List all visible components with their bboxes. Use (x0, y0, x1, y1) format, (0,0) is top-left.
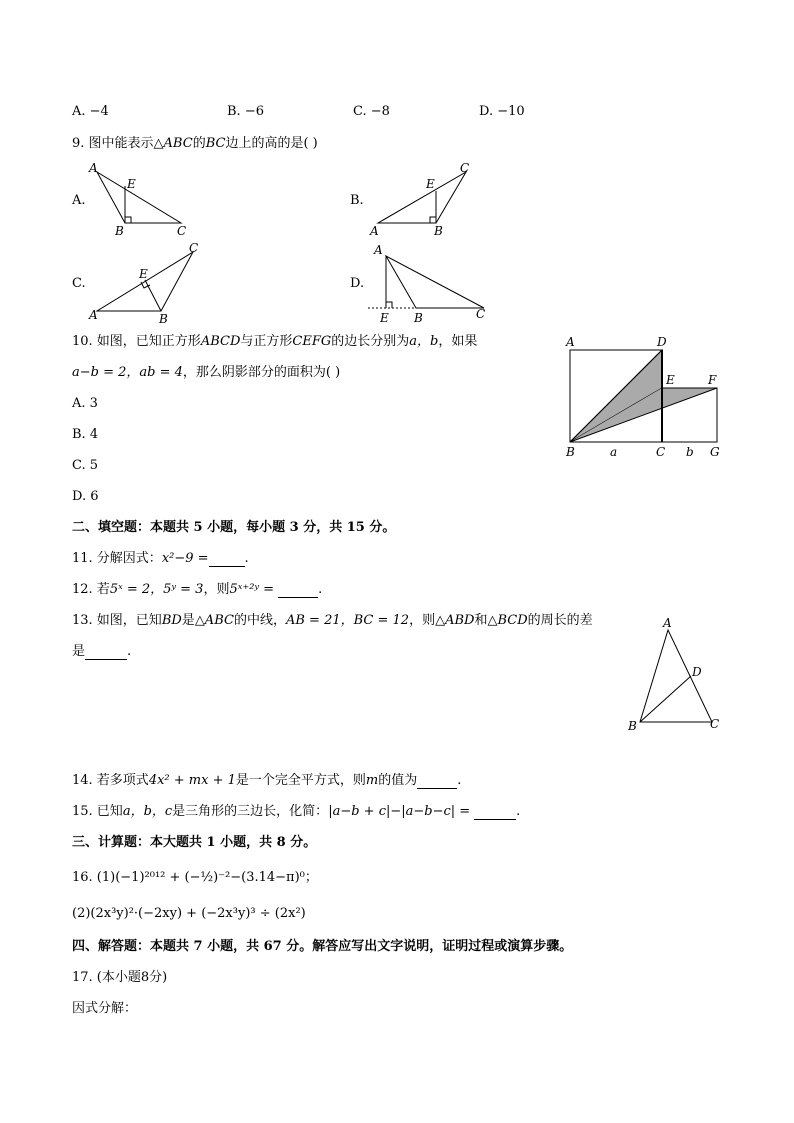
q10-option-d: D. 6 (72, 489, 99, 504)
q12 (72, 582, 322, 598)
q11 (72, 551, 249, 567)
q14-end: . (457, 773, 462, 788)
q15-mid: 是三角形的三边长，化简： (172, 804, 329, 819)
q13-l1-f: 的周长的差 (527, 613, 593, 628)
section-3-heading: 三、计算题：本大题共 1 小题，共 8 分。 (72, 835, 317, 850)
q8-option-c: C. −8 (353, 104, 390, 119)
q14-prefix: 14. 若多项式 (72, 773, 149, 788)
q10-option-a: A. 3 (72, 396, 98, 411)
q9d-label-a: A (374, 243, 383, 257)
q11-expr: x²−9 = (161, 551, 209, 566)
q13-l1-d: ，则 (409, 613, 436, 628)
q9a-label-b: B (115, 224, 124, 238)
q11-end: . (244, 551, 249, 566)
q8-option-d: D. −10 (479, 104, 525, 119)
q10-label-f: F (708, 373, 717, 387)
q15-vars: a，b，c (122, 804, 173, 819)
q13-label-a: A (663, 616, 672, 630)
q9-suffix: 边上的高的是( ) (225, 136, 318, 151)
q9-prefix: 9. 图中能表示 (72, 136, 154, 151)
q9c-label-b: B (159, 312, 168, 323)
q9a-label-a: A (89, 161, 98, 175)
q10-label-c: C (656, 445, 666, 459)
q9d-label-e: E (380, 311, 389, 323)
q13-l1-b: 是 (181, 613, 195, 628)
q14-m: m (365, 773, 379, 788)
section-2-heading: 二、填空题：本题共 5 小题，每小题 3 分，共 15 分。 (72, 520, 396, 535)
q17-title: 17. (本小题8分) (72, 970, 168, 985)
q10-label-a: A (566, 335, 575, 349)
q8-option-a: A. −4 (72, 104, 109, 119)
q9-bc: BC (205, 136, 226, 151)
q9-figure-a (85, 158, 195, 238)
q9-figure-d (362, 238, 492, 323)
q13-answer-blank[interactable] (85, 647, 127, 660)
q10-stem-line1 (72, 334, 477, 350)
q14-answer-blank[interactable] (417, 776, 457, 789)
q9-option-b-label: B. (350, 193, 364, 208)
q13-label-c: C (710, 717, 720, 731)
q13-end: . (127, 644, 132, 659)
q10-l1-c: 的边长分别为 (331, 334, 410, 349)
q11-prefix: 11. 分解因式： (72, 551, 162, 566)
q9c-label-a: A (89, 308, 98, 322)
q10-label-g: G (710, 445, 720, 459)
q10-label-e: E (666, 373, 675, 387)
q9-option-c-label: C. (72, 276, 86, 291)
q13-l2: 是 (72, 644, 86, 659)
q9-figure-b (362, 158, 482, 238)
q12-e2: 5ˣ⁺²ʸ = (229, 582, 275, 597)
q12-e1: 5ˣ = 2，5ʸ = 3 (109, 582, 204, 597)
q9-option-d-label: D. (350, 276, 365, 291)
q14-mid: 是一个完全平方式，则 (235, 773, 366, 788)
q10-l2-b: ，那么阴影部分的面积为( ) (182, 365, 341, 380)
q15-end: . (516, 804, 521, 819)
q11-answer-blank[interactable] (209, 554, 245, 567)
q10-label-b-side: b (686, 445, 694, 459)
q9b-label-b: B (434, 224, 443, 238)
q9a-label-c: C (177, 224, 187, 238)
q13-line2 (72, 644, 131, 660)
q9-stem (72, 136, 318, 152)
q10-l1-d: ，如果 (438, 334, 478, 349)
q9b-label-e: E (426, 177, 435, 191)
q10-l2-a: a−b = 2，ab = 4 (72, 365, 183, 380)
q9c-label-c: C (189, 241, 199, 255)
q13-vals: AB = 21，BC = 12 (285, 613, 410, 628)
q13-label-d: D (692, 665, 702, 679)
q10-label-a-side: a (610, 445, 618, 459)
q15-prefix: 15. 已知 (72, 804, 123, 819)
q16-part2: (2)(2x³y)²·(−2xy) + (−2x³y)³ ÷ (2x²) (72, 906, 306, 921)
q13-l1-c: 的中线， (233, 613, 286, 628)
q9c-label-e: E (139, 267, 148, 281)
q9b-label-c: C (460, 161, 470, 175)
q12-mid: ，则 (203, 582, 230, 597)
q13-figure (622, 612, 732, 737)
q9-option-a-label: A. (72, 193, 86, 208)
q9b-label-a: A (370, 224, 379, 238)
q14-expr: 4x² + mx + 1 (148, 773, 236, 788)
q10-stem-line2 (72, 365, 340, 381)
q9a-label-e: E (127, 177, 136, 191)
q9d-label-c: C (476, 307, 486, 321)
q13-l1-e: 和 (474, 613, 488, 628)
q17-subtitle: 因式分解： (72, 1001, 138, 1016)
q14 (72, 773, 461, 789)
q14-suffix: 的值为 (378, 773, 418, 788)
q9-abc: ABC (163, 136, 193, 151)
q10-label-d: D (657, 335, 667, 349)
q15-expr: |a−b + c|−|a−b−c| = (328, 804, 471, 819)
q16-part1: 16. (1)(−1)²⁰¹² + (−½)⁻²−(3.14−π)⁰； (72, 870, 318, 885)
q10-l1-b: 与正方形 (240, 334, 293, 349)
q13-label-b: B (628, 719, 637, 733)
q10-abcd: ABCD (200, 334, 241, 349)
section-4-heading: 四、解答题：本题共 7 小题，共 67 分。解答应写出文字说明，证明过程或演算步骤。 (72, 939, 573, 954)
q13-line1 (72, 613, 593, 629)
q15-answer-blank[interactable] (474, 807, 516, 820)
q9d-label-b: B (414, 311, 423, 323)
q10-figure (560, 333, 730, 463)
q13-abc: △ABC (194, 613, 234, 628)
q12-end: . (318, 582, 323, 597)
q13-abd: △ABD (435, 613, 475, 628)
q15 (72, 804, 520, 820)
q10-vars: a，b (409, 334, 439, 349)
q13-bcd: △BCD (487, 613, 528, 628)
q9-triangle-symbol: △ (153, 136, 164, 151)
q8-option-b: B. −6 (227, 104, 264, 119)
q12-prefix: 12. 若 (72, 582, 110, 597)
q10-label-b: B (566, 445, 575, 459)
q10-option-b: B. 4 (72, 427, 99, 442)
q13-l1-a: 13. 如图，已知 (72, 613, 162, 628)
q10-cefg: CEFG (292, 334, 332, 349)
q10-l1-a: 10. 如图，已知正方形 (72, 334, 201, 349)
q12-answer-blank[interactable] (278, 585, 318, 598)
q13-bd: BD (161, 613, 182, 628)
q10-option-c: C. 5 (72, 458, 99, 473)
q9-figure-c (85, 238, 205, 323)
q9-mid: 的 (192, 136, 206, 151)
